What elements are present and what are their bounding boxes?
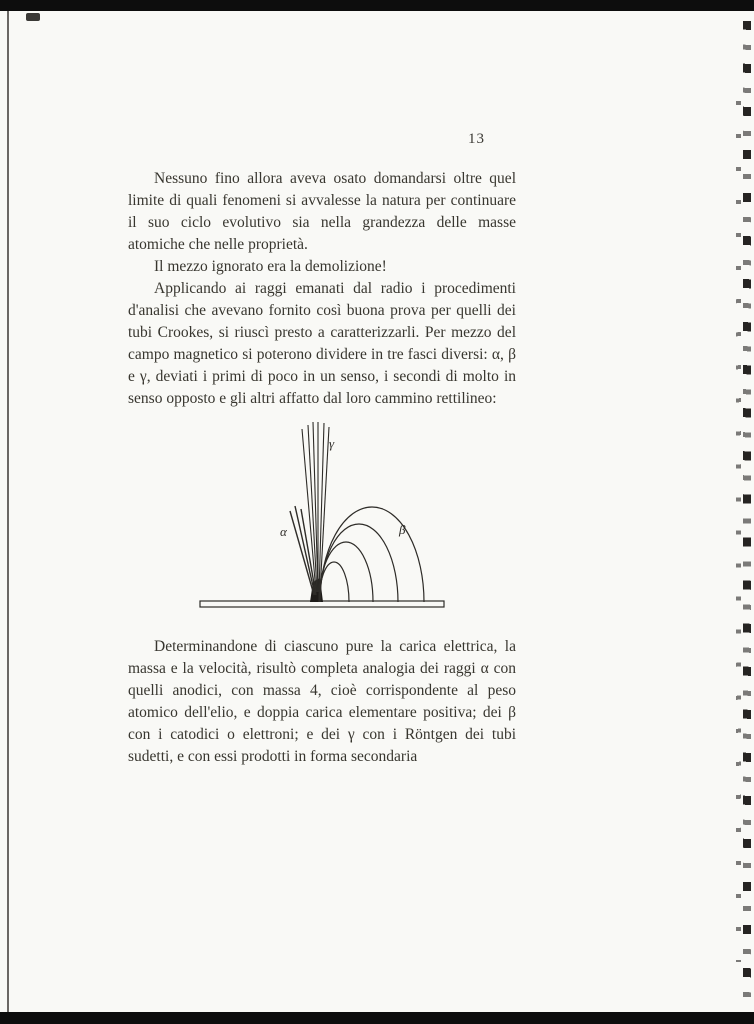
beta-rays xyxy=(319,507,424,602)
ray-diagram xyxy=(198,422,448,622)
scan-ink-blot xyxy=(26,13,40,21)
paragraph-4: Determinandone di ciascuno pure la carica elettrica, la massa e la velocità, risultò completa analogia dei raggi α con quelli anodici, con massa 4, cioè corrispondente al peso atomico dell'elio, e doppia carica elementare positiva; dei β con i catodici o elettroni; e dei γ con i Röntgen dei tubi sudetti, e con essi prodotti in forma secondaria xyxy=(128,638,516,765)
page-number: 13 xyxy=(468,131,485,147)
paragraph-1: Nessuno fino allora aveva osato domandarsi oltre quel limite di quali fenomeni si avvalesse la natura per continuare il suo ciclo evolutivo sia nella grandezza delle masse atomiche che nelle proprietà. xyxy=(128,170,516,253)
ray-diagram-svg xyxy=(198,422,448,622)
scan-edge-right xyxy=(732,11,754,1012)
paragraph-2: Il mezzo ignorato era la demolizione! xyxy=(154,258,387,275)
scan-edge-top xyxy=(0,0,754,11)
scan-speckles xyxy=(736,101,741,962)
scan-speckles xyxy=(743,21,751,997)
scan-edge-left xyxy=(7,11,9,1012)
scan-edge-bottom xyxy=(0,1012,754,1024)
beta-label: β xyxy=(399,522,406,537)
paragraph-3: Applicando ai raggi emanati dal radio i procedimenti d'analisi che avevano fornito così buona prova per quelli dei tubi Crookes, si riuscì presto a caratterizzarli. Per mezzo del campo magnetico si poterono dividere in tre fasci diversi: α, β e γ, deviati i primi di poco in un senso, i secondi di molto in senso opposto e gli altri affatto dal loro cammino rettilineo: xyxy=(128,280,516,407)
alpha-label: α xyxy=(280,524,287,539)
gamma-label: γ xyxy=(329,436,335,451)
text-block xyxy=(128,168,516,768)
